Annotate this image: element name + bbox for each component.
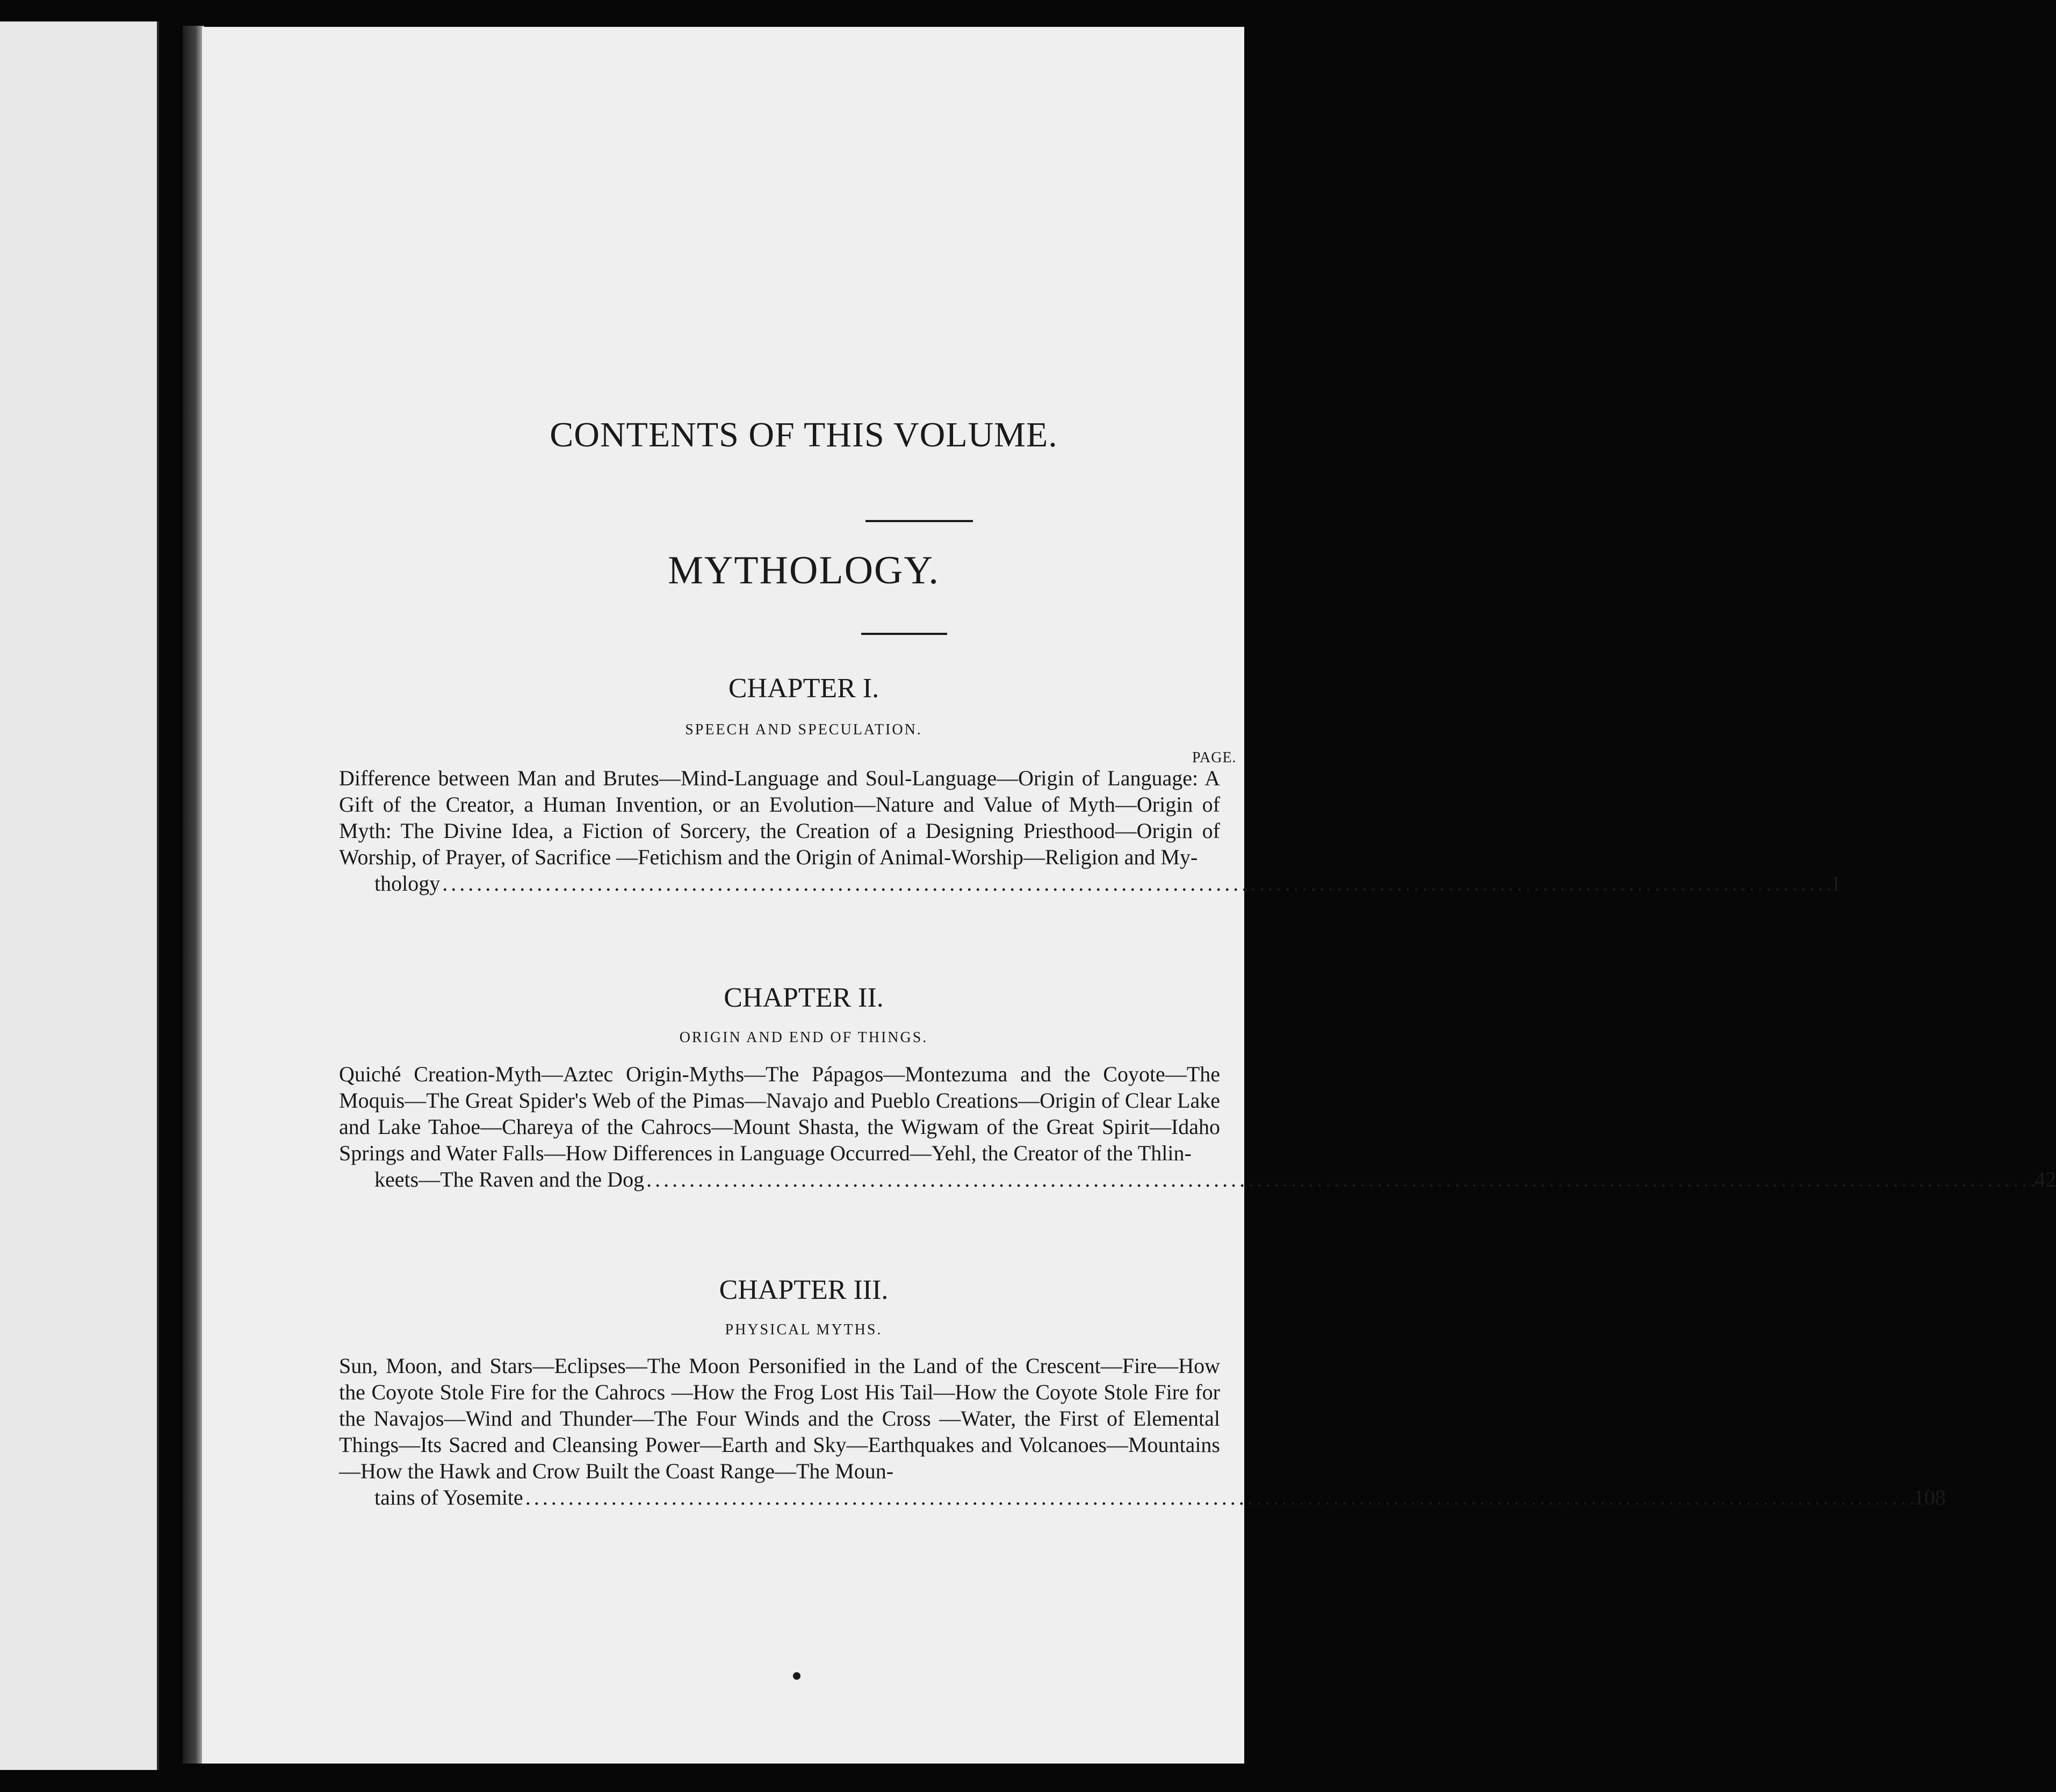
dot-leader bbox=[440, 870, 1830, 897]
section-title: MYTHOLOGY. bbox=[668, 548, 940, 592]
chapter-heading: CHAPTER II. bbox=[724, 982, 884, 1013]
chapter-description: Difference between Man and Brutes—Mind-Language and Soul-Language—Origin of Language: A Gift of the Creator, a Human Invention, or an Evolution—Nature and Value of Myth—Origin of Myth: The Divine Idea, a Fiction of Sorcery, the Creation of a Designing Priesthood—Origin of Worship, of Prayer, of Sacrifice —Fetichism and the Origin of Animal-Worship—Religion and My- bbox=[339, 766, 1220, 869]
book-gutter bbox=[183, 26, 204, 1764]
chapter-description: Quiché Creation-Myth—Aztec Origin-Myths—The Pápagos—Montezuma and the Coyote—The Moquis—The Great Spider's Web of the Pimas—Navajo and Pueblo Creations—Origin of Clear Lake and Lake Tahoe—Chareya of the Cahrocs—Mount Shasta, the Wigwam of the Great Spirit—Idaho Springs and Water Falls—How Differences in Language Occurred—Yehl, the Creator of the Thlin- bbox=[339, 1062, 1220, 1165]
chapter-subtitle: PHYSICAL MYTHS. bbox=[725, 1321, 883, 1338]
chapter-entry bbox=[339, 765, 1842, 897]
contents-title: CONTENTS OF THIS VOLUME. bbox=[550, 415, 1058, 454]
page-column-label: PAGE. bbox=[1192, 749, 1237, 766]
ornamental-rule bbox=[865, 520, 973, 522]
chapter-entry bbox=[339, 1353, 1946, 1511]
chapter-last-line bbox=[339, 870, 1842, 897]
facing-page-edge bbox=[0, 21, 159, 1770]
chapter-heading: CHAPTER III. bbox=[719, 1275, 889, 1305]
chapter-description: Sun, Moon, and Stars—Eclipses—The Moon Personified in the Land of the Crescent—Fire—How the Coyote Stole Fire for the Cahrocs —How the Frog Lost His Tail—How the Coyote Stole Fire for the Navajos—Wind and Thunder—The Four Winds and the Cross —Water, the First of Elemental Things—Its Sacred and Cleansing Power—Earth and Sky—Earthquakes and Volcanoes—Mountains —How the Hawk and Crow Built the Coast Range—The Moun- bbox=[339, 1354, 1220, 1483]
chapter-last-words: tains of Yosemite bbox=[374, 1485, 523, 1509]
chapter-last-words: thology bbox=[374, 871, 441, 895]
dot-leader bbox=[523, 1484, 1914, 1511]
page-number: 42 bbox=[2035, 1167, 2056, 1191]
book-page bbox=[202, 27, 2056, 1764]
section-rule bbox=[861, 633, 947, 635]
dot-leader bbox=[644, 1166, 2035, 1193]
ink-speck bbox=[793, 1672, 800, 1680]
page-number: 108 bbox=[1913, 1485, 1946, 1509]
chapter-last-line bbox=[339, 1484, 1946, 1511]
chapter-entry bbox=[339, 1061, 2056, 1193]
chapter-heading: CHAPTER I. bbox=[728, 673, 879, 704]
chapter-subtitle: SPEECH AND SPECULATION. bbox=[685, 721, 922, 738]
chapter-last-words: keets—The Raven and the Dog bbox=[374, 1167, 645, 1191]
page-number: 1 bbox=[1830, 871, 1842, 895]
chapter-subtitle: ORIGIN AND END OF THINGS. bbox=[679, 1029, 928, 1046]
chapter-last-line bbox=[339, 1166, 2056, 1193]
